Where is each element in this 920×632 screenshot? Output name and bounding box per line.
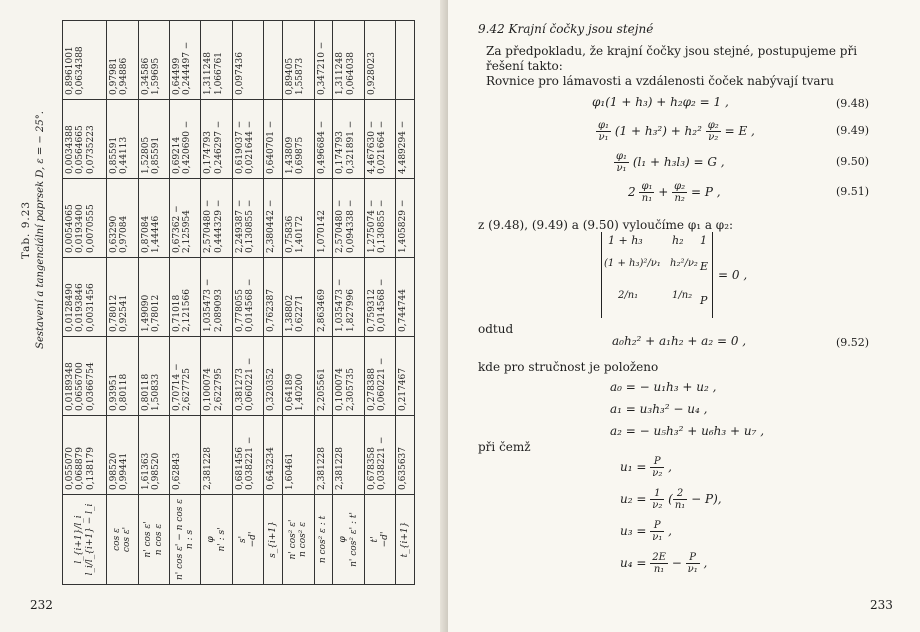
row-label: φ n' : s' xyxy=(201,494,232,584)
table-cell: 0,70714 − 2,627725 xyxy=(169,336,200,415)
table-cell: 0,928023 xyxy=(364,21,395,100)
fraction: $\frac{P}{\text{ν₁}}$ xyxy=(687,552,698,575)
table-cell: 0,69214 0,420690 − xyxy=(169,100,200,179)
equation-number-9-49: (9.49) xyxy=(836,124,870,137)
table-cell: 0,055070 0,068879 0,138179 xyxy=(63,415,107,494)
fraction: $\frac{\text{φ₂}}{\text{n₂}}$ xyxy=(674,181,686,204)
table-cell: 2,380442 − xyxy=(264,179,283,258)
det-cell: h₂²/ν₂ xyxy=(670,258,698,269)
row-label: s_{i+1} xyxy=(264,494,283,584)
kde-text: kde pro stručnost je položeno xyxy=(478,360,659,374)
table-cell: 1,52805 0,85591 xyxy=(138,100,169,179)
table-cell: 0,93951 0,80118 xyxy=(107,336,138,415)
fraction: $\frac{\text{φ₁}}{\text{n₁}}$ xyxy=(641,181,653,204)
equation-number-9-52: (9.52) xyxy=(836,336,870,349)
table-cell: 0,98520 0,99441 xyxy=(107,415,138,494)
table-cell: 0,64189 1,40200 xyxy=(283,336,314,415)
table-cell: 4,489294 − xyxy=(396,100,415,179)
table-cell: 0,89405 1,55873 xyxy=(283,21,314,100)
a1-definition: a₁ = u₃h₃² − u₄ , xyxy=(610,402,708,416)
det-cell: h₂ xyxy=(672,234,684,247)
equation-9-48: φ₁(1 + h₃) + h₂φ₂ = 1 , xyxy=(592,95,729,109)
table-cell: 2,863469 xyxy=(314,257,333,336)
table-cell: 0,174793 0,246297 − xyxy=(201,100,232,179)
page-number-right: 233 xyxy=(870,598,893,612)
row-label: t_{i+1} xyxy=(396,494,415,584)
table-cell: 1,60461 xyxy=(283,415,314,494)
row-label: cos ε cos ε' xyxy=(107,494,138,584)
table-cell: 2,381228 xyxy=(333,415,364,494)
a0-definition: a₀ = − u₁h₃ + u₂ , xyxy=(610,380,717,394)
table-cell: 1,035473 − 2,089093 xyxy=(201,257,232,336)
row-label: n' cos² ε' n cos² ε xyxy=(283,494,314,584)
table-cell: 1,61363 0,98520 xyxy=(138,415,169,494)
table-cell: 0,0034388 0,0564665 0,0735223 xyxy=(63,100,107,179)
pricemz-text: při čemž xyxy=(478,440,531,454)
table-cell: 1,311248 1,066761 xyxy=(201,21,232,100)
table-subtitle: Sestavení a tangenciální paprsek D, ε = − 25°. xyxy=(35,111,46,349)
table-cell: 0,778055 0,014568 − xyxy=(232,257,263,336)
data-table xyxy=(62,20,415,585)
table-cell: 1,070142 xyxy=(314,179,333,258)
table-cell: 0,97981 0,94886 xyxy=(107,21,138,100)
table-title: Tab. 9.23 xyxy=(20,200,32,260)
section-heading: 9.42 Krajní čočky jsou stejné xyxy=(478,22,654,36)
table-row xyxy=(364,21,395,585)
det-cell: (1 + h₃)²/ν₁ xyxy=(604,258,661,269)
table-cell: 0,0054065 0,0193400 0,0070555 xyxy=(63,179,107,258)
row-label: φ n' cos² ε' : t' xyxy=(333,494,364,584)
table-row xyxy=(169,21,200,585)
equation-number-9-51: (9.51) xyxy=(836,185,870,198)
table-cell: 0,174793 0,321891 − xyxy=(333,100,364,179)
u4-definition: u₄ = $\frac{2E}{\text{n₁}}$ − $\frac{P}{\text{ν₁}}$ , xyxy=(620,552,708,575)
fraction: $\frac{\text{φ₁}}{\text{ν₁}}$ xyxy=(616,151,628,174)
table-cell: 2,249387 − 0,130855 − xyxy=(232,179,263,258)
table-cell: 0,347210 − xyxy=(314,21,333,100)
table-row xyxy=(264,21,283,585)
table-cell: 0,496684 − xyxy=(314,100,333,179)
table-cell: 0,640701 − xyxy=(264,100,283,179)
table-cell: 0,100074 2,305735 xyxy=(333,336,364,415)
table-cell: 0,71018 2,121566 xyxy=(169,257,200,336)
table-cell xyxy=(396,21,415,100)
equation-9-50: $\frac{\text{φ₁}}{\text{ν₁}}$ (l₁ + h₃l₃) = G , xyxy=(616,151,725,174)
equation-9-52: a₀h₂² + a₁h₂ + a₂ = 0 , xyxy=(612,334,747,348)
elimination-text: z (9.48), (9.49) a (9.50) vyloučíme φ₁ a φ₂: xyxy=(478,218,734,232)
u2-definition: u₂ = $\frac{1}{\text{ν₂}}$ ( $\frac{2}{\text{n₁}}$ − P), xyxy=(620,488,722,511)
table-cell: 0,80118 1,50833 xyxy=(138,336,169,415)
table-row xyxy=(314,21,333,585)
table-cell: 0,744744 xyxy=(396,257,415,336)
table-cell: 0,64499 0,244497 − xyxy=(169,21,200,100)
table-cell: 0,097436 xyxy=(232,21,263,100)
det-cell: 1/n₂ xyxy=(672,290,693,301)
table-row xyxy=(396,21,415,585)
table-row xyxy=(63,21,107,585)
table-cell: 2,381228 xyxy=(314,415,333,494)
table-cell: 0,635637 xyxy=(396,415,415,494)
equation-9-51: 2 $\frac{\text{φ₁}}{\text{n₁}}$ + $\frac{\text{φ₂}}{\text{n₂}}$ = P , xyxy=(628,181,721,204)
row-label: s' −d' xyxy=(232,494,263,584)
left-page xyxy=(0,0,448,632)
fraction: $\frac{1}{\text{ν₂}}$ xyxy=(652,488,663,511)
table-cell: 0,0128490 0,0193846 0,0031456 xyxy=(63,257,107,336)
row-label: n' cos ε' n cos ε xyxy=(138,494,169,584)
equations-intro: Rovnice pro lámavosti a vzdálenosti čoček nabývají tvaru xyxy=(486,74,835,88)
table-cell: 1,49090 0,78012 xyxy=(138,257,169,336)
table-cell: 1,035473 − 1,827996 xyxy=(333,257,364,336)
table-cell: 0,381273 0,060221 − xyxy=(232,336,263,415)
table-cell: 0,278388 0,060221 − xyxy=(364,336,395,415)
table-row xyxy=(201,21,232,585)
table-row xyxy=(138,21,169,585)
table-cell: 0,759312 0,014568 − xyxy=(364,257,395,336)
table-cell: 2,381228 xyxy=(201,415,232,494)
table-cell: 0,217467 xyxy=(396,336,415,415)
data-table-rotated xyxy=(62,20,415,585)
det-cell: 1 xyxy=(700,234,707,247)
table-row xyxy=(333,21,364,585)
table-cell: 0,67362 − 2,125954 xyxy=(169,179,200,258)
table-cell: 0,681456 0,038221 − xyxy=(232,415,263,494)
table-cell: 1,311248 0,064038 xyxy=(333,21,364,100)
table-row xyxy=(283,21,314,585)
determinant xyxy=(601,232,713,318)
table-cell: 4,467630 − 0,021664 − xyxy=(364,100,395,179)
table-cell: 1,38802 0,62271 xyxy=(283,257,314,336)
table-cell: 0,0189348 0,0656700 0,0366754 xyxy=(63,336,107,415)
table-cell xyxy=(264,21,283,100)
table-cell: 0,643234 xyxy=(264,415,283,494)
fraction: $\frac{P}{\text{ν₁}}$ xyxy=(652,520,663,543)
table-row xyxy=(232,21,263,585)
fraction: $\frac{2}{\text{n₁}}$ xyxy=(674,488,686,511)
fraction: $\frac{P}{\text{ν₂}}$ xyxy=(652,456,663,479)
table-cell: 0,8961001 0,0634388 xyxy=(63,21,107,100)
table-cell: 0,85591 0,44113 xyxy=(107,100,138,179)
det-cell: P xyxy=(700,294,708,307)
odtud-text: odtud xyxy=(478,322,514,336)
table-cell: 1,275074 − 0,130855 − xyxy=(364,179,395,258)
row-label: n cos² ε : t xyxy=(314,494,333,584)
equation-number-9-50: (9.50) xyxy=(836,155,870,168)
table-cell: 1,405829 − xyxy=(396,179,415,258)
table-cell: 0,34586 1,59695 xyxy=(138,21,169,100)
row-label: t' −d' xyxy=(364,494,395,584)
table-cell: 0,320352 xyxy=(264,336,283,415)
table-cell: 0,619037 − 0,021644 − xyxy=(232,100,263,179)
intro-paragraph: Za předpokladu, že krajní čočky jsou stejné, postupujeme při řešení takto: xyxy=(486,44,858,73)
u1-definition: u₁ = $\frac{P}{\text{ν₂}}$ , xyxy=(620,456,672,479)
table-cell: 0,678358 0,038221 − xyxy=(364,415,395,494)
equation-number-9-48: (9.48) xyxy=(836,97,870,110)
row-label: n' cos ε' − n cos ε n : s xyxy=(169,494,200,584)
table-cell: 0,62843 xyxy=(169,415,200,494)
table-cell: 1,43809 0,69875 xyxy=(283,100,314,179)
table-cell: 0,78012 0,92541 xyxy=(107,257,138,336)
det-cell: 2/n₁ xyxy=(618,290,639,301)
row-label: l_{i+1}/l_i l_i/l_{i+1} − l_i xyxy=(63,494,107,584)
fraction: $\frac{\text{φ₁}}{\text{ν₁}}$ xyxy=(598,120,610,143)
table-row xyxy=(107,21,138,585)
table-cell: 0,87084 1,44446 xyxy=(138,179,169,258)
u3-definition: u₃ = $\frac{P}{\text{ν₁}}$ , xyxy=(620,520,672,543)
table-caption xyxy=(20,40,46,420)
table-cell: 2,570480 − 0,094338 − xyxy=(333,179,364,258)
a2-definition: a₂ = − u₅h₃² + u₆h₃ + u₇ , xyxy=(610,424,765,438)
fraction: $\frac{2E}{\text{n₁}}$ xyxy=(652,552,666,575)
table-cell: 0,762387 xyxy=(264,257,283,336)
table-cell: 2,205561 xyxy=(314,336,333,415)
fraction: $\frac{\text{φ₂}}{\text{ν₂}}$ xyxy=(707,120,719,143)
table-cell: 0,63290 0,97084 xyxy=(107,179,138,258)
determinant-equals: = 0 , xyxy=(718,268,748,282)
det-cell: E xyxy=(700,260,709,273)
table-cell: 2,570480 − 0,444329 − xyxy=(201,179,232,258)
det-cell: 1 + h₃ xyxy=(608,234,643,247)
page-number-left: 232 xyxy=(30,598,53,612)
table-cell: 0,75836 1,40172 xyxy=(283,179,314,258)
equation-9-49: $\frac{\text{φ₁}}{\text{ν₁}}$ (1 + h₃²) + h₂² $\frac{\text{φ₂}}{\text{ν₂}}$ = E , xyxy=(598,120,755,143)
table-cell: 0,100074 2,622795 xyxy=(201,336,232,415)
